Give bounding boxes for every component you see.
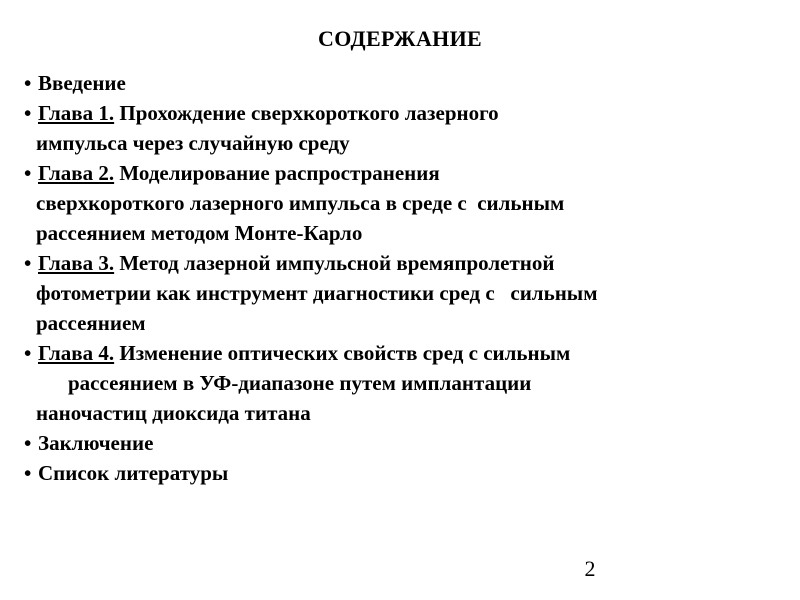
toc-item-continuation: рассеянием методом Монте-Карло: [36, 221, 363, 245]
page-title: СОДЕРЖАНИЕ: [318, 26, 482, 51]
toc-item-introduction: [24, 68, 774, 98]
toc-item-text: Введение: [38, 71, 126, 95]
toc-item-continuation: фотометрии как инструмент диагностики сред с сильным: [36, 281, 598, 305]
toc-item-continuation: сверхкороткого лазерного импульса в среде с сильным: [36, 191, 565, 215]
toc-item-text: Прохождение сверхкороткого лазерного: [114, 101, 499, 125]
chapter-label: Глава 2.: [38, 161, 115, 185]
toc-item-text: Заключение: [38, 431, 154, 455]
table-of-contents: [24, 68, 774, 488]
bullet-icon: •: [24, 161, 32, 185]
toc-item-references: [24, 458, 774, 488]
toc-item-chapter-1: [24, 98, 774, 158]
page-number: 2: [584, 556, 596, 581]
toc-item-continuation: рассеянием: [36, 311, 146, 335]
bullet-icon: •: [24, 251, 32, 275]
bullet-icon: •: [24, 101, 32, 125]
chapter-label: Глава 3.: [38, 251, 115, 275]
bullet-icon: •: [24, 341, 32, 365]
toc-item-continuation: наночастиц диоксида титана: [36, 401, 311, 425]
toc-item-chapter-4: [24, 338, 774, 428]
bullet-icon: •: [24, 71, 32, 95]
toc-item-text: Метод лазерной импульсной времяпролетной: [114, 251, 555, 275]
toc-item-text: Список литературы: [38, 461, 229, 485]
toc-item-conclusion: [24, 428, 774, 458]
toc-item-chapter-3: [24, 248, 774, 338]
toc-item-continuation: импульса через случайную среду: [36, 131, 350, 155]
toc-item-text: Моделирование распространения: [114, 161, 440, 185]
bullet-icon: •: [24, 431, 32, 455]
toc-item-chapter-2: [24, 158, 774, 248]
toc-item-continuation: рассеянием в УФ-диапазоне путем имплантации: [68, 371, 532, 395]
bullet-icon: •: [24, 461, 32, 485]
toc-item-text: Изменение оптических свойств сред с сильным: [114, 341, 571, 365]
chapter-label: Глава 1.: [38, 101, 115, 125]
chapter-label: Глава 4.: [38, 341, 115, 365]
